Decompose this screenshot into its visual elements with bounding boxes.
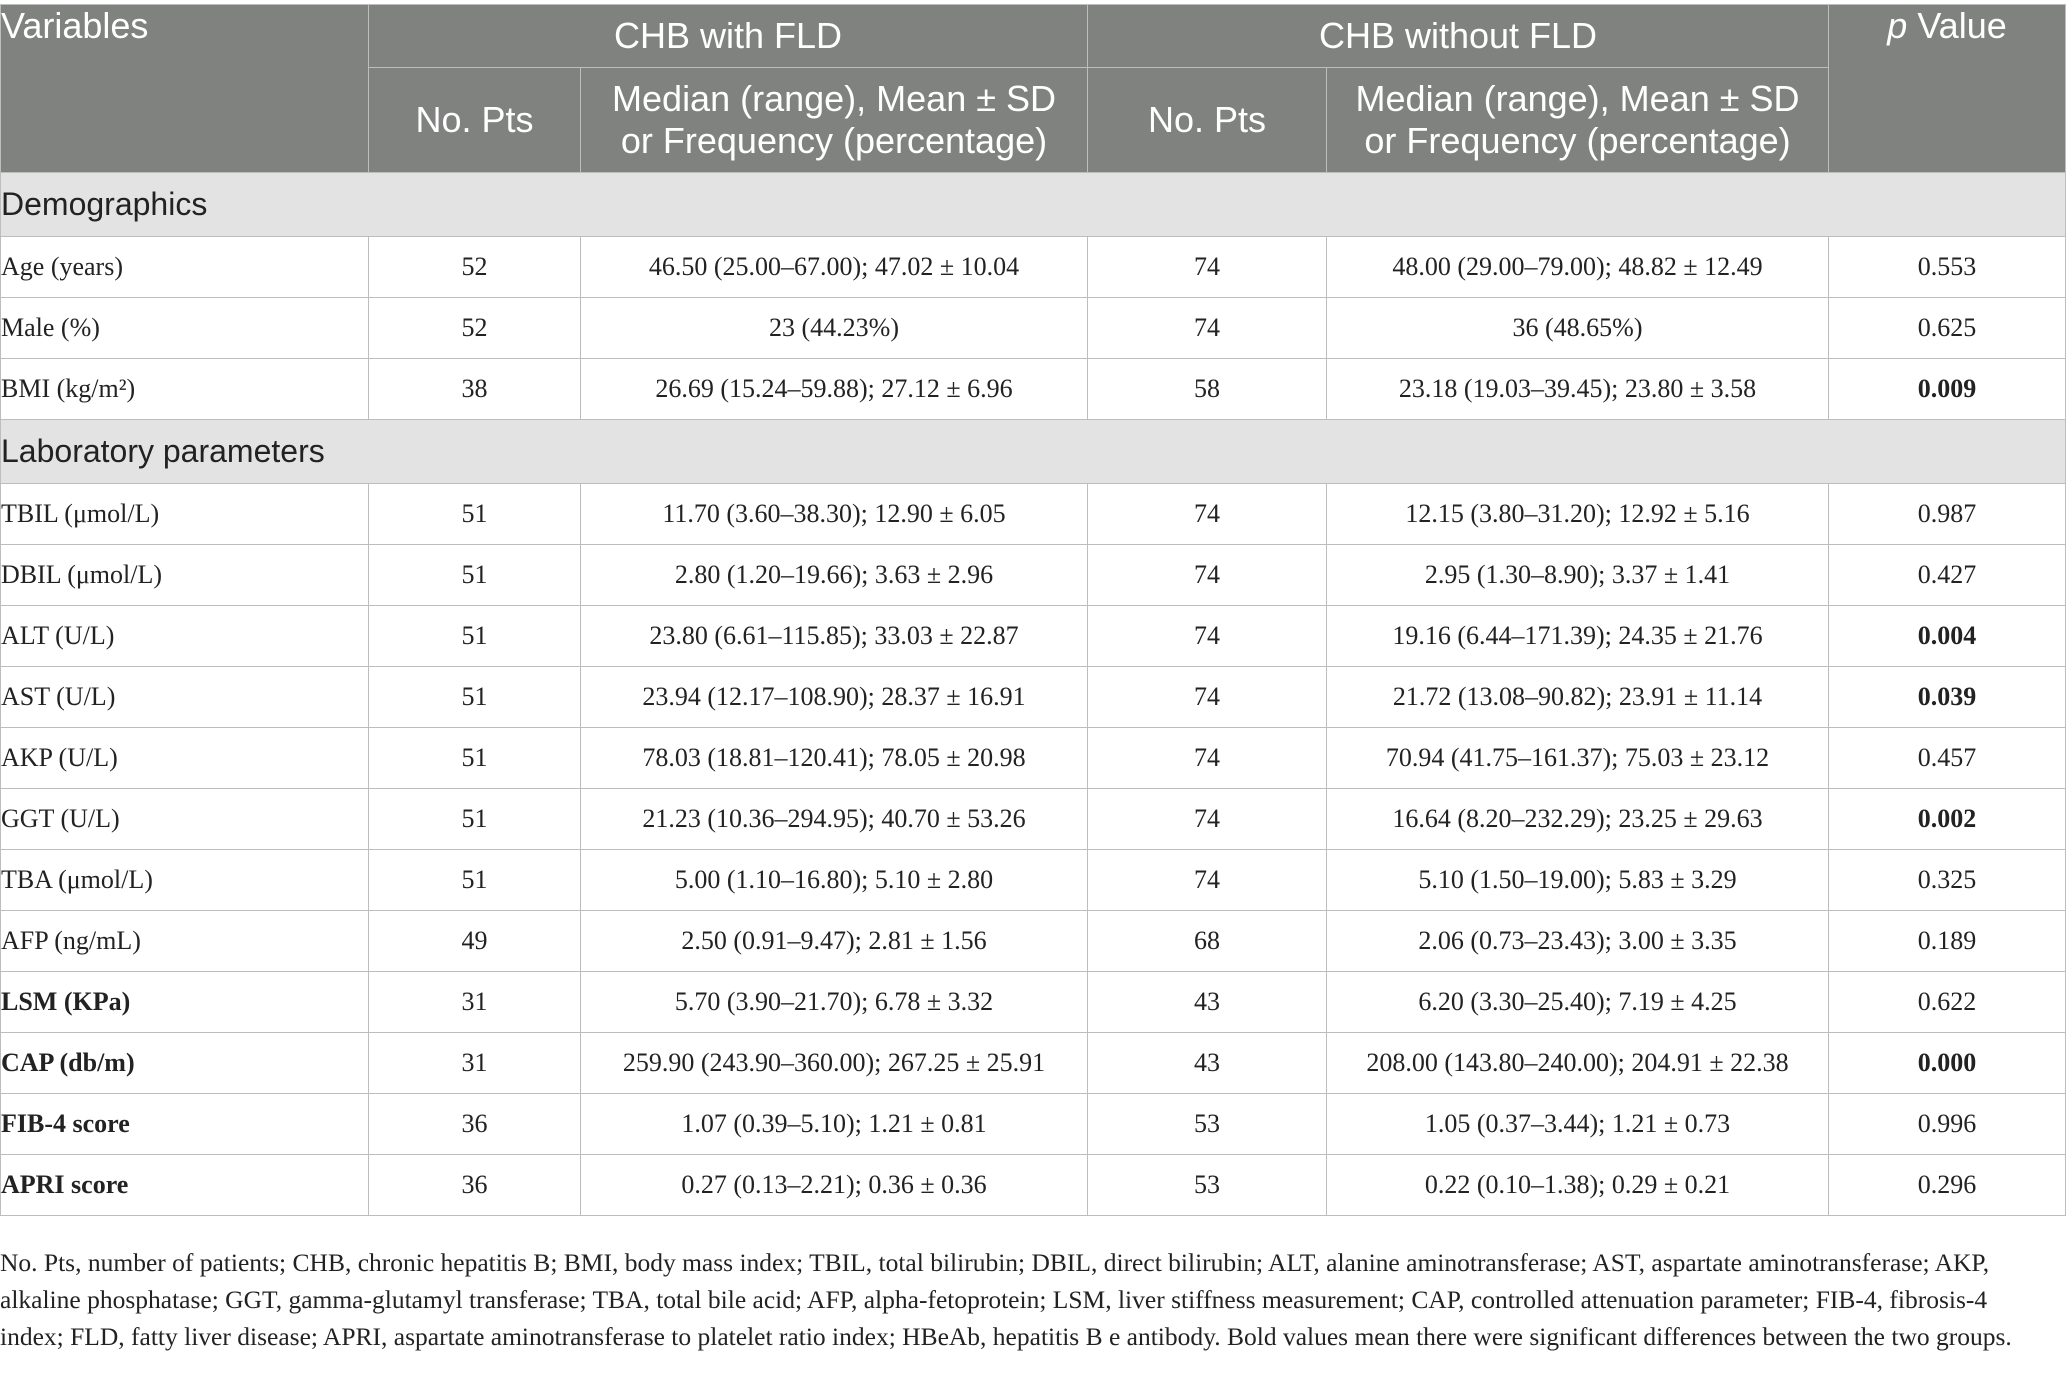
table-row: [1, 606, 2066, 667]
header-p-letter: p: [1887, 5, 1908, 46]
cell-p-value: 0.622: [1829, 972, 2066, 1033]
cell-stat-without-fld: 2.06 (0.73–23.43); 3.00 ± 3.35: [1327, 911, 1829, 972]
cell-stat-without-fld: 48.00 (29.00–79.00); 48.82 ± 12.49: [1327, 237, 1829, 298]
cell-n-with-fld: 52: [369, 298, 581, 359]
cell-variable: DBIL (μmol/L): [1, 545, 369, 606]
header-group-with-fld: CHB with FLD: [369, 5, 1088, 68]
cell-p-value: 0.427: [1829, 545, 2066, 606]
cell-variable: Age (years): [1, 237, 369, 298]
cell-variable: GGT (U/L): [1, 789, 369, 850]
header-no-pts-1: No. Pts: [369, 68, 581, 173]
cell-n-with-fld: 51: [369, 606, 581, 667]
cell-stat-with-fld: 23.80 (6.61–115.85); 33.03 ± 22.87: [581, 606, 1088, 667]
cell-variable: LSM (KPa): [1, 972, 369, 1033]
cell-n-without-fld: 74: [1088, 237, 1327, 298]
table-row: [1, 359, 2066, 420]
header-group-without-fld: CHB without FLD: [1088, 5, 1829, 68]
cell-p-value: 0.002: [1829, 789, 2066, 850]
header-stat-1-line1: Median (range), Mean ± SD: [612, 78, 1056, 119]
cell-stat-without-fld: 21.72 (13.08–90.82); 23.91 ± 11.14: [1327, 667, 1829, 728]
cell-n-with-fld: 31: [369, 972, 581, 1033]
cell-stat-with-fld: 11.70 (3.60–38.30); 12.90 ± 6.05: [581, 484, 1088, 545]
cell-stat-with-fld: 23 (44.23%): [581, 298, 1088, 359]
cell-stat-without-fld: 23.18 (19.03–39.45); 23.80 ± 3.58: [1327, 359, 1829, 420]
cell-stat-with-fld: 259.90 (243.90–360.00); 267.25 ± 25.91: [581, 1033, 1088, 1094]
cell-p-value: 0.996: [1829, 1094, 2066, 1155]
table-row: [1, 237, 2066, 298]
cell-n-without-fld: 53: [1088, 1155, 1327, 1216]
table-row: [1, 1033, 2066, 1094]
cell-p-value: 0.296: [1829, 1155, 2066, 1216]
cell-variable: AKP (U/L): [1, 728, 369, 789]
header-row-1: [1, 5, 2066, 68]
table-row: [1, 298, 2066, 359]
cell-stat-without-fld: 0.22 (0.10–1.38); 0.29 ± 0.21: [1327, 1155, 1829, 1216]
cell-stat-with-fld: 1.07 (0.39–5.10); 1.21 ± 0.81: [581, 1094, 1088, 1155]
header-stat-1: [581, 68, 1088, 173]
cell-stat-without-fld: 19.16 (6.44–171.39); 24.35 ± 21.76: [1327, 606, 1829, 667]
table-row: [1, 789, 2066, 850]
cell-p-value: 0.009: [1829, 359, 2066, 420]
cell-n-with-fld: 51: [369, 545, 581, 606]
cell-n-with-fld: 51: [369, 850, 581, 911]
cell-n-with-fld: 36: [369, 1094, 581, 1155]
cell-stat-with-fld: 2.80 (1.20–19.66); 3.63 ± 2.96: [581, 545, 1088, 606]
cell-n-without-fld: 74: [1088, 484, 1327, 545]
cell-n-without-fld: 74: [1088, 850, 1327, 911]
table-row: [1, 850, 2066, 911]
table-row: [1, 1155, 2066, 1216]
cell-stat-with-fld: 5.00 (1.10–16.80); 5.10 ± 2.80: [581, 850, 1088, 911]
cell-p-value: 0.004: [1829, 606, 2066, 667]
cell-n-with-fld: 51: [369, 484, 581, 545]
cell-stat-with-fld: 23.94 (12.17–108.90); 28.37 ± 16.91: [581, 667, 1088, 728]
cell-p-value: 0.553: [1829, 237, 2066, 298]
results-table: [0, 4, 2066, 1216]
section-title-demographics: Demographics: [1, 173, 2066, 237]
cell-n-without-fld: 74: [1088, 298, 1327, 359]
cell-n-with-fld: 51: [369, 728, 581, 789]
table-row: [1, 1094, 2066, 1155]
cell-variable: BMI (kg/m²): [1, 359, 369, 420]
cell-stat-without-fld: 1.05 (0.37–3.44); 1.21 ± 0.73: [1327, 1094, 1829, 1155]
cell-n-without-fld: 68: [1088, 911, 1327, 972]
cell-n-without-fld: 74: [1088, 545, 1327, 606]
cell-n-with-fld: 51: [369, 667, 581, 728]
table-row: [1, 728, 2066, 789]
cell-stat-with-fld: 0.27 (0.13–2.21); 0.36 ± 0.36: [581, 1155, 1088, 1216]
header-variables: Variables: [1, 5, 369, 173]
cell-n-without-fld: 74: [1088, 789, 1327, 850]
cell-stat-with-fld: 78.03 (18.81–120.41); 78.05 ± 20.98: [581, 728, 1088, 789]
cell-p-value: 0.987: [1829, 484, 2066, 545]
cell-n-with-fld: 38: [369, 359, 581, 420]
header-stat-2-line1: Median (range), Mean ± SD: [1355, 78, 1800, 119]
cell-variable: FIB-4 score: [1, 1094, 369, 1155]
cell-n-with-fld: 36: [369, 1155, 581, 1216]
cell-n-without-fld: 43: [1088, 972, 1327, 1033]
cell-stat-without-fld: 36 (48.65%): [1327, 298, 1829, 359]
cell-variable: AFP (ng/mL): [1, 911, 369, 972]
cell-variable: CAP (db/m): [1, 1033, 369, 1094]
cell-p-value: 0.189: [1829, 911, 2066, 972]
cell-n-without-fld: 43: [1088, 1033, 1327, 1094]
cell-variable: ALT (U/L): [1, 606, 369, 667]
table-row: [1, 484, 2066, 545]
cell-stat-with-fld: 26.69 (15.24–59.88); 27.12 ± 6.96: [581, 359, 1088, 420]
cell-stat-without-fld: 208.00 (143.80–240.00); 204.91 ± 22.38: [1327, 1033, 1829, 1094]
cell-p-value: 0.000: [1829, 1033, 2066, 1094]
cell-n-with-fld: 49: [369, 911, 581, 972]
cell-variable: APRI score: [1, 1155, 369, 1216]
cell-stat-with-fld: 46.50 (25.00–67.00); 47.02 ± 10.04: [581, 237, 1088, 298]
cell-stat-without-fld: 5.10 (1.50–19.00); 5.83 ± 3.29: [1327, 850, 1829, 911]
cell-variable: TBIL (μmol/L): [1, 484, 369, 545]
cell-n-with-fld: 51: [369, 789, 581, 850]
table-row: [1, 972, 2066, 1033]
section-title-laboratory: Laboratory parameters: [1, 420, 2066, 484]
cell-stat-without-fld: 16.64 (8.20–232.29); 23.25 ± 29.63: [1327, 789, 1829, 850]
cell-n-without-fld: 74: [1088, 606, 1327, 667]
cell-n-without-fld: 53: [1088, 1094, 1327, 1155]
cell-stat-without-fld: 2.95 (1.30–8.90); 3.37 ± 1.41: [1327, 545, 1829, 606]
cell-p-value: 0.039: [1829, 667, 2066, 728]
table-row: [1, 911, 2066, 972]
cell-variable: Male (%): [1, 298, 369, 359]
section-row-laboratory: [1, 420, 2066, 484]
cell-p-value: 0.457: [1829, 728, 2066, 789]
header-no-pts-2: No. Pts: [1088, 68, 1327, 173]
cell-p-value: 0.325: [1829, 850, 2066, 911]
table-row: [1, 545, 2066, 606]
cell-n-without-fld: 74: [1088, 728, 1327, 789]
cell-stat-without-fld: 12.15 (3.80–31.20); 12.92 ± 5.16: [1327, 484, 1829, 545]
header-stat-1-line2: or Frequency (percentage): [620, 120, 1048, 161]
header-stat-2-line2: or Frequency (percentage): [1364, 120, 1791, 161]
table-row: [1, 667, 2066, 728]
cell-stat-with-fld: 5.70 (3.90–21.70); 6.78 ± 3.32: [581, 972, 1088, 1033]
cell-n-without-fld: 58: [1088, 359, 1327, 420]
header-p-value: [1829, 5, 2066, 173]
cell-n-without-fld: 74: [1088, 667, 1327, 728]
cell-variable: AST (U/L): [1, 667, 369, 728]
cell-stat-without-fld: 70.94 (41.75–161.37); 75.03 ± 23.12: [1327, 728, 1829, 789]
cell-n-with-fld: 52: [369, 237, 581, 298]
cell-n-with-fld: 31: [369, 1033, 581, 1094]
header-p-word: Value: [1907, 5, 2007, 46]
cell-p-value: 0.625: [1829, 298, 2066, 359]
cell-stat-without-fld: 6.20 (3.30–25.40); 7.19 ± 4.25: [1327, 972, 1829, 1033]
cell-stat-with-fld: 2.50 (0.91–9.47); 2.81 ± 1.56: [581, 911, 1088, 972]
cell-stat-with-fld: 21.23 (10.36–294.95); 40.70 ± 53.26: [581, 789, 1088, 850]
section-row-demographics: [1, 173, 2066, 237]
table-footnote: No. Pts, number of patients; CHB, chronic hepatitis B; BMI, body mass index; TBIL, total bilirubin; DBIL, direct bilirubin; ALT, alanine aminotransferase; AST, aspartate aminotransferase; AKP, alkaline phosphatase; GGT, gamma-glutamyl transferase; TBA, total bile acid; AFP, alpha-fetoprotein; LSM, liver stiffness measurement; CAP, controlled attenuation parameter; FIB-4, fibrosis-4 index; FLD, fatty liver disease; APRI, aspartate aminotransferase to platelet ratio index; HBeAb, hepatitis B e antibody. Bold values mean there were significant differences between the two groups.: [0, 1248, 2012, 1351]
cell-variable: TBA (μmol/L): [1, 850, 369, 911]
header-stat-2: [1327, 68, 1829, 173]
